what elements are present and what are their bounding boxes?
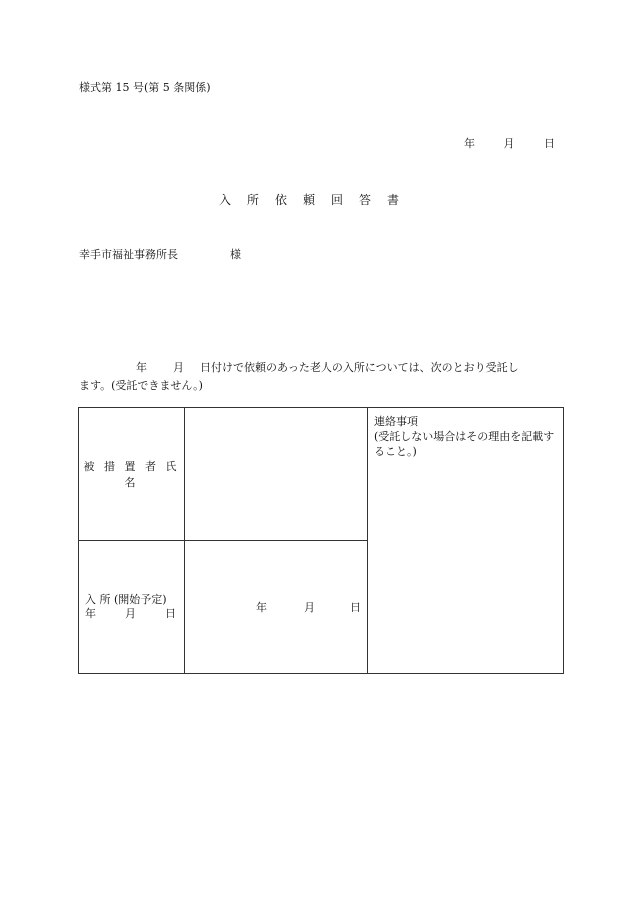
title-char: 入 [219,193,234,207]
field-month: 月 [304,601,315,614]
title-char: 依 [275,193,290,207]
title-char: 回 [331,193,346,207]
subject-name-label: 被 措 置 者 氏 名 [79,408,185,541]
form-number: 様式第 15 号(第 5 条関係) [79,81,211,94]
field-year: 年 [256,601,267,614]
label-month: 月 [125,607,136,620]
title-char: 書 [387,193,402,207]
reply-table [78,407,564,674]
body-year-label: 年 [136,361,147,374]
title-char: 答 [359,193,374,207]
field-day: 日 [350,601,361,614]
notes-cell[interactable] [368,408,564,674]
document-date [464,138,555,149]
notes-title: 連絡事項 [374,415,418,428]
title-char: 所 [247,193,262,207]
notes-instructions: (受託しない場合はその理由を記載すること。) [374,430,555,458]
recipient-name: 幸手市福祉事務所長 [79,248,178,261]
body-line-2: ます。(受託できません。) [79,379,203,392]
title-char: 頼 [303,193,318,207]
label-day: 日 [165,607,176,620]
subject-name-field[interactable] [185,408,368,541]
body-month-label: 月 [173,361,184,374]
admission-label-date [85,607,178,621]
body-line1-text: 日付けで依頼のあった老人の入所については、次のとおり受託し [200,361,519,374]
admission-date-label [79,541,185,674]
recipient [79,248,241,261]
recipient-honorific: 様 [230,248,241,261]
label-year: 年 [85,607,96,620]
document-title [219,194,415,206]
date-month-label: 月 [503,137,515,150]
date-day-label: 日 [544,137,555,150]
admission-date-field[interactable] [185,541,368,674]
admission-label-text: 入 所 (開始予定) [85,593,167,606]
body-line-1 [136,362,519,373]
date-year-label: 年 [464,137,475,150]
